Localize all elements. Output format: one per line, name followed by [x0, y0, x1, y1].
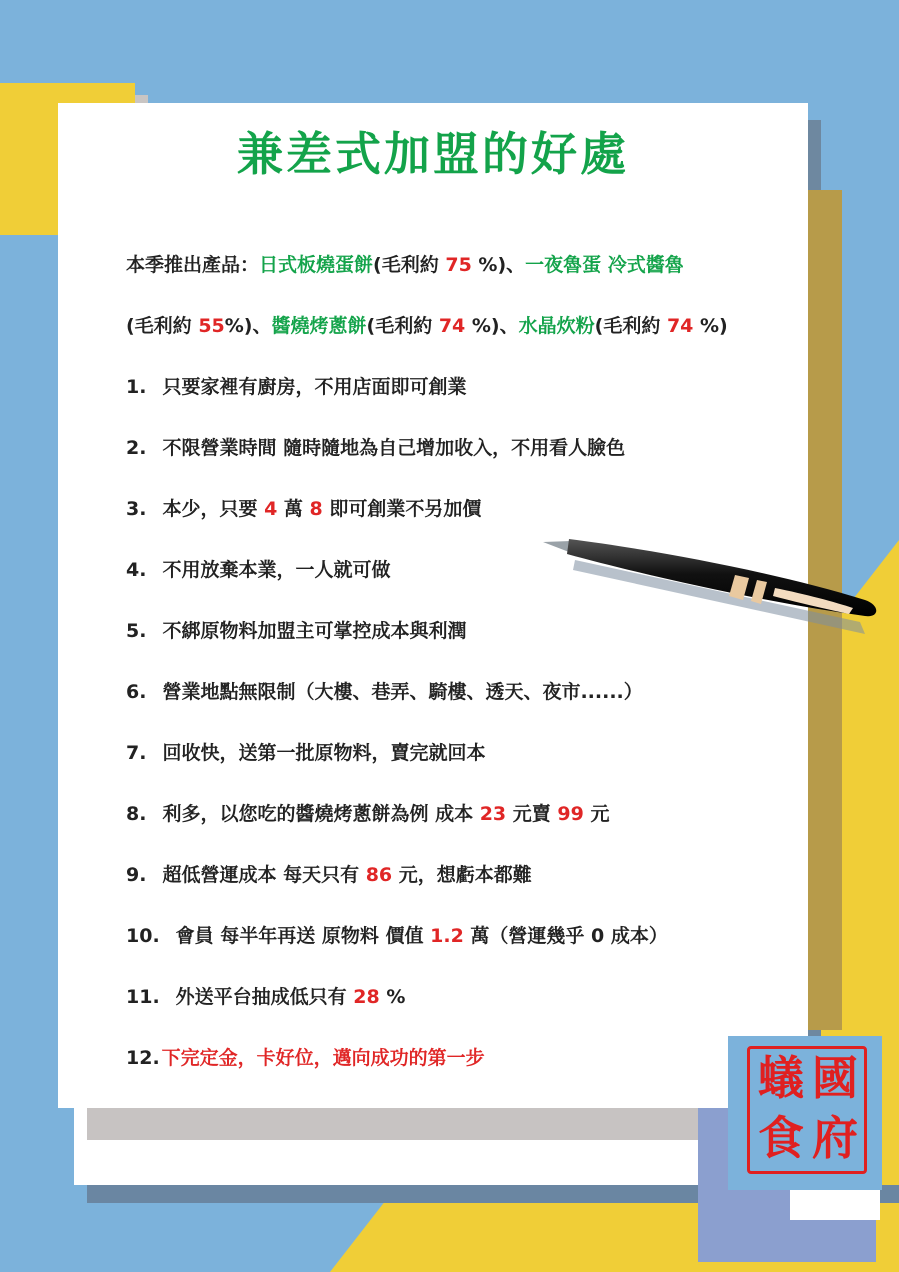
list-item	[126, 372, 466, 402]
margin-label: (毛利約	[594, 315, 667, 337]
seal-character: 蟻	[758, 1051, 804, 1105]
seal-character: 府	[812, 1111, 858, 1165]
margin-label: (毛利約	[366, 315, 439, 337]
item-number: 4.	[126, 559, 147, 581]
list-item	[126, 433, 625, 463]
item-number: 8.	[126, 803, 147, 825]
pen-illustration	[535, 530, 899, 640]
item-text: 會員 每半年再送 原物料 價值	[175, 925, 431, 947]
item-text: 下完定金，卡好位，邁向成功的第一步	[161, 1047, 485, 1069]
item-number: 2.	[126, 437, 147, 459]
item-text: 超低營運成本 每天只有	[162, 864, 366, 886]
item-text: 元	[583, 803, 610, 825]
list-item	[126, 738, 485, 768]
list-item	[126, 860, 532, 890]
highlight-value: 1.2	[430, 925, 464, 947]
product-name: 醬燒烤蔥餅	[271, 315, 367, 337]
highlight-value: 4	[264, 498, 278, 520]
item-text: 營業地點無限制（大樓、巷弄、騎樓、透天、夜市......）	[162, 681, 643, 703]
item-text: 萬（營運幾乎 0 成本）	[463, 925, 668, 947]
product-name: 水晶炊粉	[518, 315, 595, 337]
list-item	[126, 982, 405, 1012]
item-number: 1.	[126, 376, 147, 398]
item-text: 即可創業不另加價	[322, 498, 482, 520]
item-text: %	[379, 986, 406, 1008]
list-item	[126, 677, 643, 707]
product-name: 一夜魯蛋 冷式醬魯	[525, 254, 684, 276]
margin-value: 55	[198, 315, 225, 337]
item-text: 本少，只要	[162, 498, 265, 520]
seal-character: 國	[812, 1051, 858, 1105]
products-prefix: 本季推出產品：	[126, 254, 260, 276]
products-line-2	[126, 311, 728, 341]
item-text: 不用放棄本業，一人就可做	[162, 559, 391, 581]
item-text: 只要家裡有廚房，不用店面即可創業	[162, 376, 467, 398]
list-item	[126, 1043, 485, 1073]
item-number: 11.	[126, 986, 160, 1008]
item-text: 不限營業時間 隨時隨地為自己增加收入，不用看人臉色	[162, 437, 626, 459]
margin-value: 74	[438, 315, 466, 337]
item-number: 7.	[126, 742, 147, 764]
item-number: 12.	[126, 1047, 160, 1069]
margin-label: (毛利約	[126, 315, 199, 337]
item-text: 外送平台抽成低只有	[175, 986, 354, 1008]
margin-value: 74	[666, 315, 694, 337]
margin-suffix: %)、	[471, 254, 526, 276]
highlight-value: 8	[309, 498, 323, 520]
list-item	[126, 616, 466, 646]
list-item	[126, 921, 668, 951]
margin-label: (毛利約	[373, 254, 446, 276]
item-number: 10.	[126, 925, 160, 947]
item-text: 元，想虧本都難	[392, 864, 532, 886]
seal-stamp	[747, 1046, 867, 1174]
item-number: 9.	[126, 864, 147, 886]
highlight-value: 28	[353, 986, 380, 1008]
pen-nib	[543, 541, 571, 552]
products-line-1	[126, 250, 684, 280]
item-number: 5.	[126, 620, 147, 642]
item-number: 6.	[126, 681, 147, 703]
margin-suffix: %)、	[465, 315, 519, 337]
item-text: 回收快，送第一批原物料，賣完就回本	[162, 742, 486, 764]
list-item	[126, 555, 390, 585]
product-name: 日式板燒蛋餅	[259, 254, 374, 276]
highlight-value: 86	[365, 864, 393, 886]
item-text: 萬	[277, 498, 310, 520]
item-number: 3.	[126, 498, 147, 520]
seal-character: 食	[758, 1111, 804, 1165]
item-text: 利多，以您吃的醬燒烤蔥餅為例 成本	[162, 803, 480, 825]
item-text: 元賣	[506, 803, 558, 825]
stamp-white-strip	[790, 1190, 880, 1220]
margin-suffix: %)	[693, 315, 728, 337]
item-text: 不綁原物料加盟主可掌控成本與利潤	[162, 620, 467, 642]
list-item	[126, 494, 481, 524]
margin-suffix: %)、	[224, 315, 272, 337]
margin-value: 75	[445, 254, 472, 276]
highlight-value: 23	[479, 803, 507, 825]
page-title: 兼差式加盟的好處	[237, 127, 629, 181]
list-item	[126, 799, 609, 829]
highlight-value: 99	[557, 803, 584, 825]
